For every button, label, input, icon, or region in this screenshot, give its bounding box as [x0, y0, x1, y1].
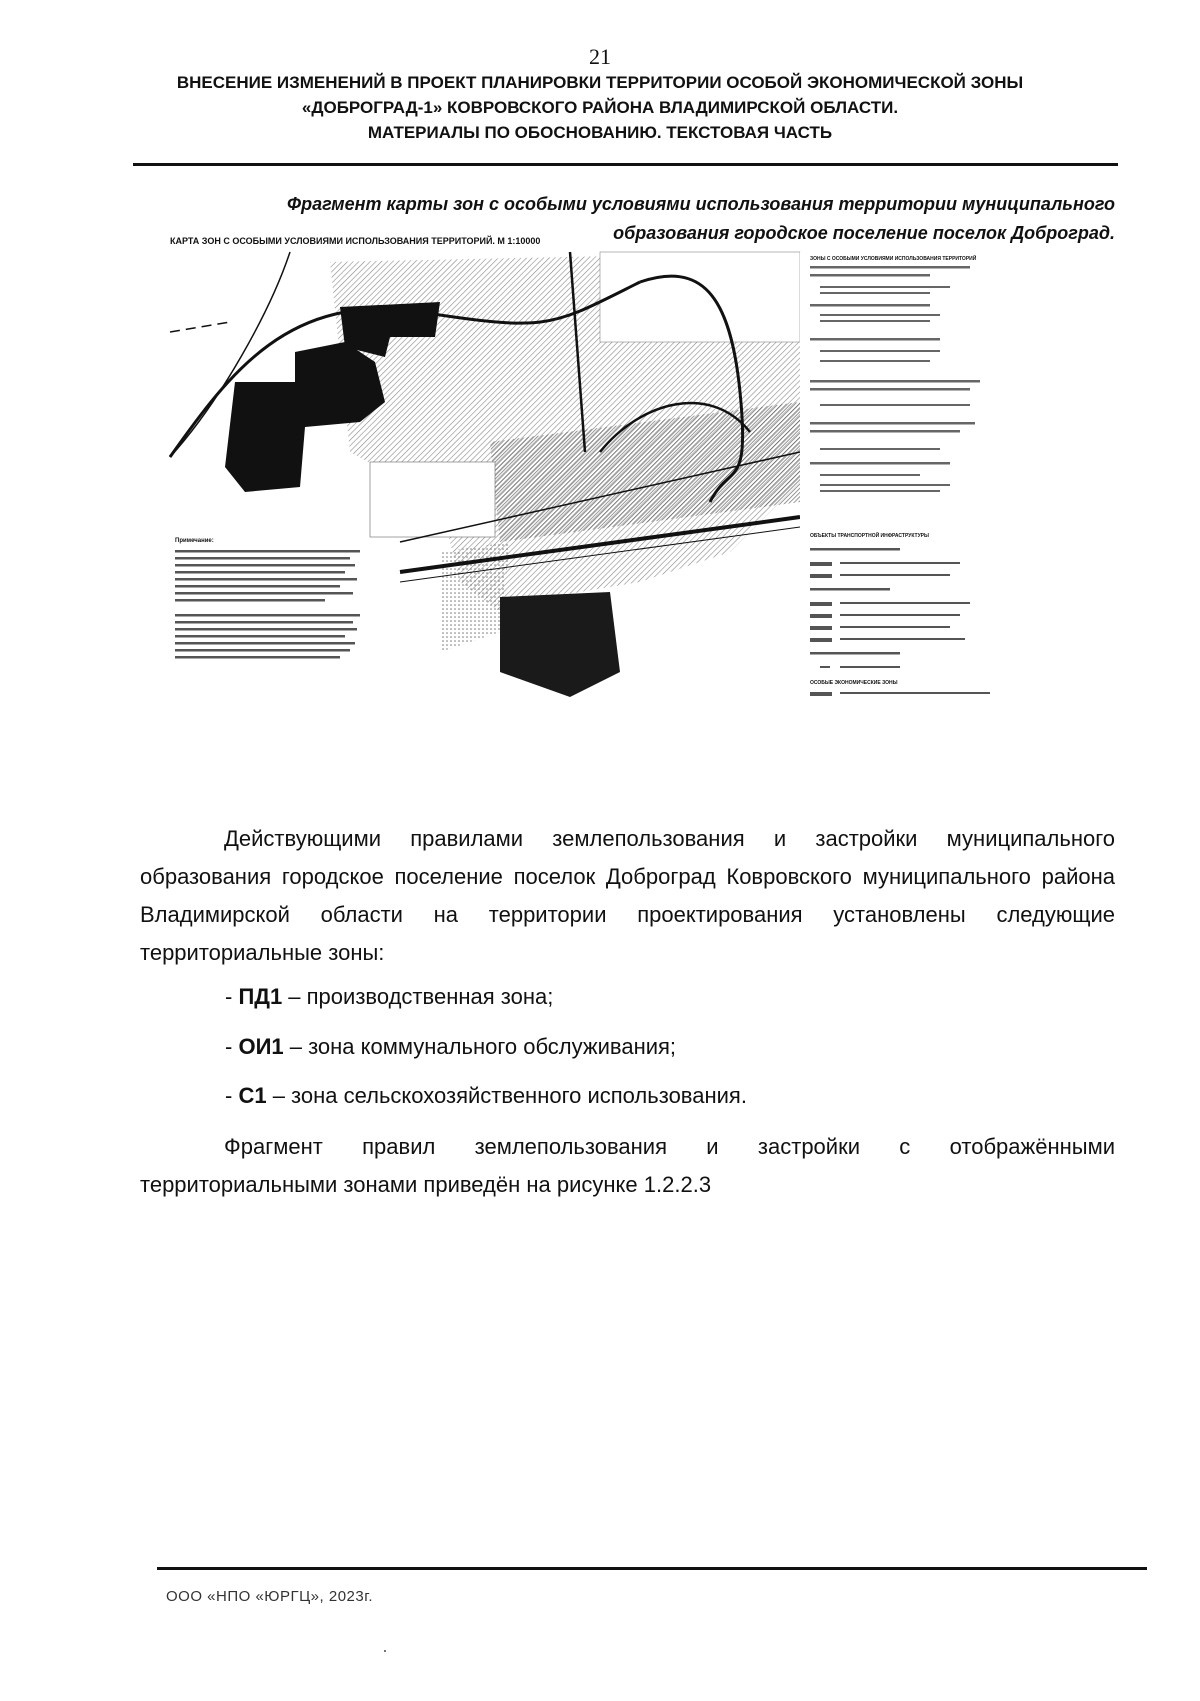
legend-transport-title: ОБЪЕКТЫ ТРАНСПОРТНОЙ ИНФРАСТРУКТУРЫ: [810, 533, 929, 539]
figure-caption-line-2: образования городское поселение поселок Доброград.: [613, 223, 1115, 243]
dashed-boundary: [170, 322, 230, 332]
paragraph-territorial-zones-intro: Действующими правилами землепользования и застройки муниципального образования городское поселение поселок Доброград Ковровского муниципального района Владимирской области на территории проектирования установлены следующие территориальные зоны:: [140, 826, 1115, 965]
zone-code: ОИ1: [238, 1034, 284, 1059]
map-notes: [175, 538, 360, 659]
scan-speck: [384, 1650, 386, 1652]
map-notes-title: Примечание:: [175, 538, 214, 544]
map-legend: [800, 252, 1000, 707]
zone-item-s1: - С1 – зона сельскохозяйственного использования.: [225, 1083, 747, 1108]
black-zone-1: [225, 342, 385, 492]
header-line-2: «ДОБРОГРАД-1» КОВРОВСКОГО РАЙОНА ВЛАДИМИРСКОЙ ОБЛАСТИ.: [301, 98, 899, 117]
zone-map-image: [170, 236, 1085, 812]
zone-description: – зона коммунального обслуживания;: [283, 1034, 677, 1059]
header-line-3: МАТЕРИАЛЫ ПО ОБОСНОВАНИЮ. ТЕКСТОВАЯ ЧАСТЬ: [367, 123, 833, 142]
zone-item-oi1: - ОИ1 – зона коммунального обслуживания;: [225, 1034, 677, 1059]
document-header: [150, 70, 1050, 145]
settlement-block: [370, 462, 495, 537]
footer-divider: [157, 1567, 1147, 1570]
zone-code: ПД1: [238, 984, 283, 1009]
zone-item-pd1: - ПД1 – производственная зона;: [225, 984, 554, 1009]
map-title: КАРТА ЗОН С ОСОБЫМИ УСЛОВИЯМИ ИСПОЛЬЗОВАНИЯ ТЕРРИТОРИЙ. М 1:10000: [170, 236, 541, 246]
zone-description: – производственная зона;: [282, 984, 554, 1009]
zone-description: – зона сельскохозяйственного использования.: [266, 1083, 747, 1108]
page-number: 21: [589, 44, 611, 69]
figure-caption-line-1: Фрагмент карты зон с особыми условиями использования территории муниципального: [287, 194, 1115, 214]
paragraph-figure-reference: Фрагмент правил землепользования и застройки с отображёнными территориальными зонами приведён на рисунке 1.2.2.3: [140, 1134, 1115, 1197]
black-zone-3: [500, 592, 620, 697]
zone-code: С1: [238, 1083, 267, 1108]
footer-text: ООО «НПО «ЮРГЦ», 2023г.: [166, 1588, 374, 1605]
header-line-1: ВНЕСЕНИЕ ИЗМЕНЕНИЙ В ПРОЕКТ ПЛАНИРОВКИ ТЕРРИТОРИИ ОСОБОЙ ЭКОНОМИЧЕСКОЙ ЗОНЫ: [176, 73, 1024, 92]
legend-title: ЗОНЫ С ОСОБЫМИ УСЛОВИЯМИ ИСПОЛЬЗОВАНИЯ ТЕРРИТОРИЙ: [810, 256, 977, 262]
white-block: [600, 252, 800, 342]
legend-sez-title: ОСОБЫЕ ЭКОНОМИЧЕСКИЕ ЗОНЫ: [810, 680, 898, 686]
header-divider: [133, 163, 1118, 166]
